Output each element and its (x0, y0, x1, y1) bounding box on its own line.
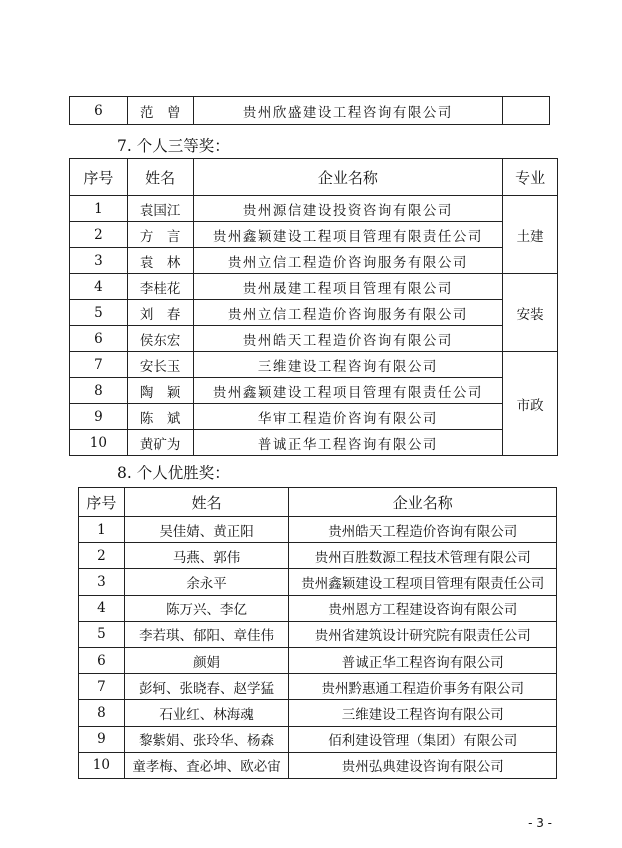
company-name: 贵州源信建设投资咨询有限公司 (193, 196, 503, 222)
row-number: 6 (79, 647, 125, 673)
person-name: 安长玉 (127, 352, 193, 378)
person-name: 陈 斌 (127, 404, 193, 430)
company-name: 普诚正华工程咨询有限公司 (193, 430, 503, 456)
table-row (70, 404, 558, 430)
major-cell (503, 97, 550, 125)
header-company: 企业名称 (289, 488, 557, 517)
company-name: 贵州弘典建设咨询有限公司 (289, 752, 557, 778)
person-names: 石业红、林海魂 (124, 700, 289, 726)
header-name: 姓名 (124, 488, 289, 517)
company-name: 贵州省建筑设计研究院有限责任公司 (289, 621, 557, 647)
row-number: 10 (79, 752, 125, 778)
row-number: 2 (70, 222, 128, 248)
table-row (79, 726, 557, 752)
section-8-heading: 8. 个人优胜奖： (117, 464, 230, 482)
company-name: 贵州恩方工程建设咨询有限公司 (289, 595, 557, 621)
section-7-heading: 7. 个人三等奖： (117, 137, 230, 155)
table-row (70, 430, 558, 456)
person-name: 方 言 (127, 222, 193, 248)
person-names: 陈万兴、李亿 (124, 595, 289, 621)
company-name: 贵州鑫颖建设工程项目管理有限责任公司 (193, 378, 503, 404)
company-name: 三维建设工程咨询有限公司 (289, 700, 557, 726)
table-row (79, 700, 557, 726)
row-number: 7 (79, 674, 125, 700)
header-number: 序号 (70, 159, 128, 196)
merit-award-table (78, 487, 557, 779)
table-row (70, 300, 558, 326)
company-name: 贵州黔惠通工程造价事务有限公司 (289, 674, 557, 700)
company-name: 贵州皓天工程造价咨询有限公司 (289, 517, 557, 543)
row-number: 1 (70, 196, 128, 222)
person-name: 黄矿为 (127, 430, 193, 456)
table-row (79, 595, 557, 621)
company-name: 贵州皓天工程造价咨询有限公司 (193, 326, 503, 352)
person-names: 黎紫娟、张玲华、杨森 (124, 726, 289, 752)
table-header-row (70, 159, 558, 196)
company-name: 贵州晟建工程项目管理有限公司 (193, 274, 503, 300)
row-number: 6 (70, 97, 128, 125)
person-names: 童孝梅、査必坤、欧必宙 (124, 752, 289, 778)
table-header-row (79, 488, 557, 517)
person-name: 陶 颖 (127, 378, 193, 404)
row-number: 4 (70, 274, 128, 300)
row-number: 5 (70, 300, 128, 326)
header-company: 企业名称 (193, 159, 503, 196)
company-name: 佰利建设管理（集团）有限公司 (289, 726, 557, 752)
person-names: 吴佳婧、黄正阳 (124, 517, 289, 543)
table-row (70, 274, 558, 300)
company-name: 贵州立信工程造价咨询服务有限公司 (193, 248, 503, 274)
person-name: 袁 林 (127, 248, 193, 274)
person-name: 袁国江 (127, 196, 193, 222)
table-row (70, 97, 550, 125)
table-row (79, 569, 557, 595)
table-row (70, 196, 558, 222)
table-row (70, 352, 558, 378)
row-number: 4 (79, 595, 125, 621)
company-name: 贵州鑫颖建设工程项目管理有限责任公司 (193, 222, 503, 248)
header-number: 序号 (79, 488, 125, 517)
row-number: 6 (70, 326, 128, 352)
table-row (70, 248, 558, 274)
company-name: 贵州鑫颖建设工程项目管理有限责任公司 (289, 569, 557, 595)
header-major: 专业 (503, 159, 558, 196)
company-name: 贵州欣盛建设工程咨询有限公司 (193, 97, 503, 125)
table-row (79, 543, 557, 569)
row-number: 10 (70, 430, 128, 456)
company-name: 普诚正华工程咨询有限公司 (289, 647, 557, 673)
person-name: 刘 春 (127, 300, 193, 326)
table-row (70, 378, 558, 404)
page-number: - 3 - (528, 816, 552, 830)
row-number: 2 (79, 543, 125, 569)
company-name: 贵州百胜数源工程技术管理有限公司 (289, 543, 557, 569)
person-names: 余永平 (124, 569, 289, 595)
person-names: 颜娟 (124, 647, 289, 673)
table-row (79, 752, 557, 778)
row-number: 3 (79, 569, 125, 595)
company-name: 三维建设工程咨询有限公司 (193, 352, 503, 378)
table-row (79, 517, 557, 543)
person-name: 李桂花 (127, 274, 193, 300)
row-number: 8 (79, 700, 125, 726)
row-number: 7 (70, 352, 128, 378)
row-number: 3 (70, 248, 128, 274)
table-row (79, 647, 557, 673)
third-prize-table (69, 158, 558, 456)
major-cell: 土建 (503, 196, 558, 274)
row-number: 5 (79, 621, 125, 647)
table-row (79, 621, 557, 647)
major-cell: 市政 (503, 352, 558, 456)
table-row (79, 674, 557, 700)
major-cell: 安装 (503, 274, 558, 352)
continued-table (69, 96, 550, 125)
person-name: 范 曾 (127, 97, 193, 125)
table-row (70, 326, 558, 352)
row-number: 1 (79, 517, 125, 543)
company-name: 华审工程造价咨询有限公司 (193, 404, 503, 430)
header-name: 姓名 (127, 159, 193, 196)
person-name: 侯东宏 (127, 326, 193, 352)
company-name: 贵州立信工程造价咨询服务有限公司 (193, 300, 503, 326)
person-names: 彭轲、张晓春、赵学猛 (124, 674, 289, 700)
row-number: 9 (79, 726, 125, 752)
table-row (70, 222, 558, 248)
row-number: 9 (70, 404, 128, 430)
person-names: 李若琪、郁阳、章佳伟 (124, 621, 289, 647)
person-names: 马燕、郭伟 (124, 543, 289, 569)
row-number: 8 (70, 378, 128, 404)
